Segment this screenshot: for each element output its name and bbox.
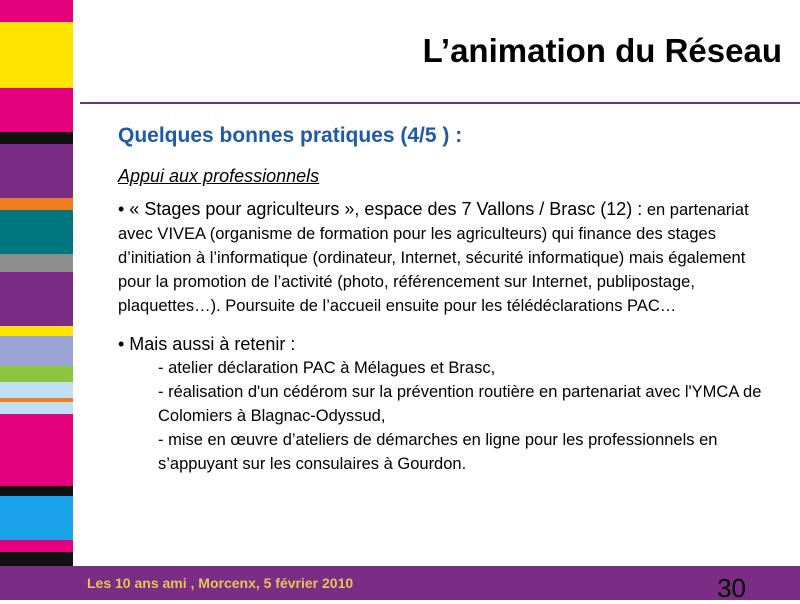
stripe (0, 326, 73, 336)
slide-title: L’animation du Réseau (422, 32, 782, 69)
slide-content (118, 124, 768, 476)
stripe (0, 336, 73, 366)
decorative-color-stripes (0, 0, 73, 566)
title-divider (80, 102, 800, 104)
sub-item: - mise en œuvre d’ateliers de démarches en ligne pour les professionnels en s’appuyant sur les consulaires à Gourdon. (158, 431, 718, 473)
stripe (0, 552, 73, 566)
stripe (0, 366, 73, 382)
page-number: 30 (717, 573, 746, 603)
section-heading: Appui aux professionnels (118, 166, 320, 186)
stripe (0, 402, 73, 414)
stripe (0, 144, 73, 198)
bullet-stages (118, 197, 768, 318)
stripe (0, 88, 73, 132)
stripe (0, 22, 73, 88)
bullet-stages-lead: • « Stages pour agriculteurs », espace des 7 Vallons / Brasc (12) : (118, 199, 643, 219)
sub-item: - réalisation d'un cédérom sur la prévention routière en partenariat avec l'YMCA de Colomiers à Blagnac-Odyssud, (158, 383, 762, 425)
slide-subtitle: Quelques bonnes pratiques (4/5 ) : (118, 124, 463, 147)
stripe (0, 254, 73, 272)
stripe (0, 210, 73, 254)
stripe (0, 132, 73, 144)
stripe (0, 486, 73, 496)
sub-item: - atelier déclaration PAC à Mélagues et Brasc, (158, 359, 496, 377)
footer-bar (0, 566, 800, 603)
bullet-stages-body: en partenariat avec VIVEA (organisme de formation pour les agriculteurs) qui finance des stages d’initiation à l’informatique (ordinateur, Internet, sécurité informatique) mais également pour la promotion de l’activité (photo, référencement sur Internet, publipostage, plaquettes…). Poursuite de l’accueil ensuite pour les télédéclarations PAC… (118, 201, 749, 315)
stripe (0, 414, 73, 486)
stripe (0, 0, 73, 22)
stripe (0, 496, 73, 540)
stripe (0, 540, 73, 552)
footer-text: Les 10 ans ami , Morcenx, 5 février 2010 (87, 575, 354, 591)
stripe (0, 382, 73, 398)
bullet-retenir: • Mais aussi à retenir : (118, 334, 296, 354)
stripe (0, 198, 73, 210)
stripe (0, 272, 73, 326)
